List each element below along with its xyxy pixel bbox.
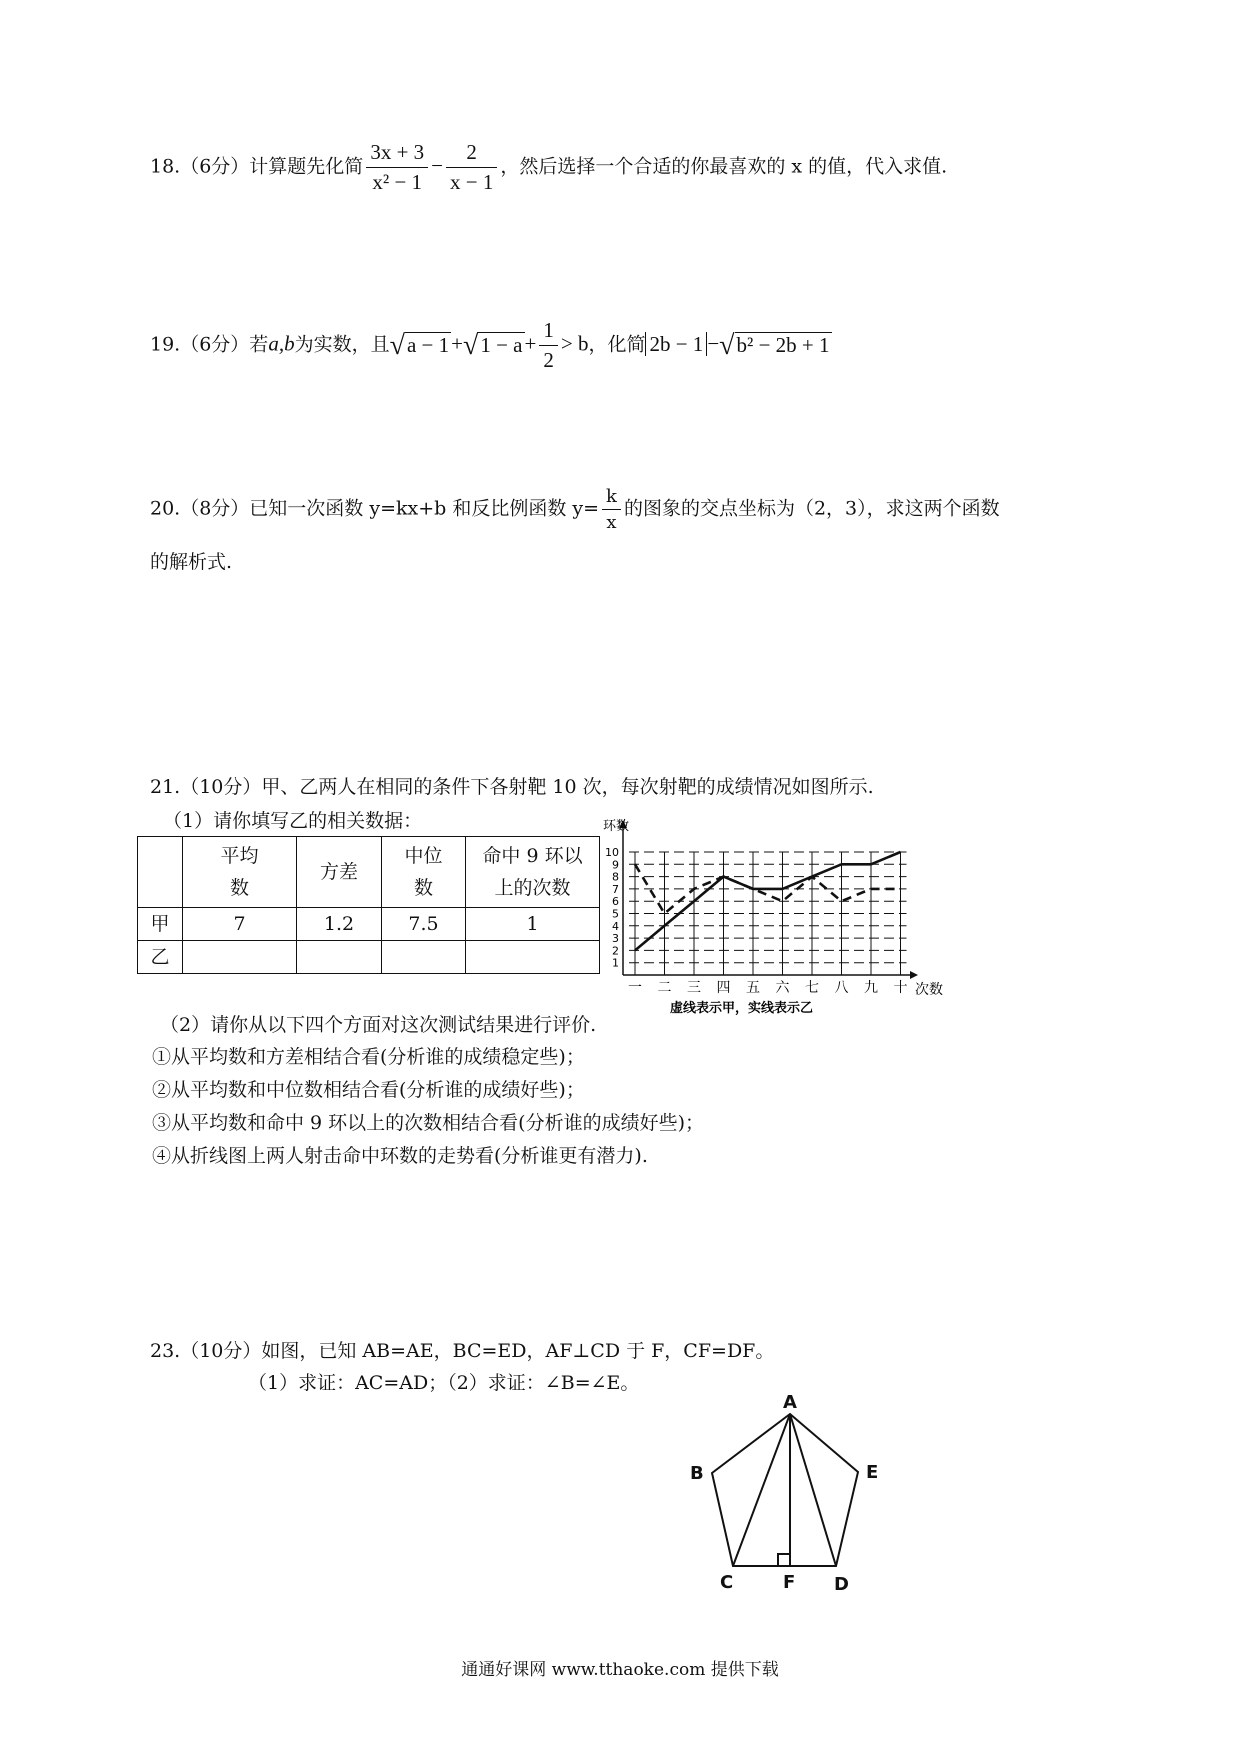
y-tick-label: 5 [612,907,619,921]
x-tick-label: 五 [746,980,760,996]
question-18 [150,140,947,195]
table-cell: 1.2 [297,908,382,941]
label-d: D [834,1574,849,1595]
q19-minus: − [707,331,720,356]
q19-abs: 2b − 1 [645,332,707,356]
label-a: A [783,1392,797,1413]
q18-frac2-denominator: x − 1 [450,170,494,194]
x-tick-label: 十 [893,980,908,996]
chart-caption: 虚线表示甲，实线表示乙 [670,1001,814,1016]
q18-frac2-numerator: 2 [446,140,497,168]
question-20 [150,486,1000,533]
q18-fraction-2 [446,140,497,195]
q23-line1: 23.（10分）如图，已知 AB=AE，BC=ED，AF⊥CD 于 F，CF=DF。 [150,1340,775,1362]
x-tick-label: 七 [805,980,819,996]
q19-simplify: ，化简 [588,333,646,356]
y-tick-label: 7 [612,882,619,896]
q21-item-3: ③从平均数和命中 9 环以上的次数相结合看(分析谁的成绩好些)； [152,1112,704,1134]
q18-prefix: 18.（6分）计算题先化简 [150,155,364,178]
q18-frac1-denominator: x² − 1 [372,170,423,194]
x-tick-label: 四 [716,980,731,996]
label-f: F [783,1572,796,1593]
q20-k-over-x: $\frac{k}{x}$ [602,486,621,533]
q18-minus: − [431,153,443,178]
x-axis-arrow-icon [910,971,918,979]
y-tick-label: 4 [612,919,619,933]
q19-sqrt-3: √b² − 2b + 1 [719,329,830,361]
table-header-row [138,837,600,908]
table-input-cell[interactable] [297,941,382,974]
chart-grid [629,852,907,975]
q18-fraction-1 [366,140,428,195]
table-input-cell[interactable] [466,941,600,974]
right-angle-mark [778,1554,790,1566]
q19-gt: > b [560,331,589,356]
q19-half: $\frac{1}{2}$ [539,318,558,373]
table-cell: 7 [183,908,297,941]
x-tick-label: 一 [628,980,642,996]
table-cell: 乙 [138,941,183,974]
y-tick-label: 2 [612,944,619,958]
x-tick-label: 九 [864,980,878,996]
label-b: B [690,1463,704,1484]
q21-part2: （2）请你从以下四个方面对这次测试结果进行评价. [160,1014,597,1036]
shooting-score-chart [585,812,955,1017]
x-tick-label: 八 [834,980,849,996]
table-header-mean: 平均 数 [183,837,297,908]
segment-ad [790,1414,836,1566]
x-tick-label: 六 [775,980,790,996]
table-header-variance: 方差 [297,837,382,908]
q19-plus-1: + [451,331,463,356]
pentagon-diagram [680,1388,910,1598]
chart-x-ticks [628,980,908,996]
page-footer: 通通好课网 www.tthaoke.com 提供下载 [461,1660,779,1680]
table-row [138,908,600,941]
table-header-median: 中位 数 [382,837,466,908]
y-tick-label: 9 [612,858,619,872]
q20-line1-suffix: 的图象的交点坐标为（2，3），求这两个函数 [623,497,1000,520]
x-tick-label: 二 [657,980,672,996]
x-tick-label: 三 [687,980,701,996]
y-tick-label: 10 [605,846,619,859]
q21-data-table [137,836,600,974]
table-header-empty [138,837,183,908]
q23-line2: （1）求证：AC=AD；（2）求证：∠B=∠E。 [248,1372,640,1394]
q19-vars: a,b [268,331,295,356]
q20-line1-prefix: 20.（8分）已知一次函数 y=kx+b 和反比例函数 y= [150,497,600,520]
chart-x-axis-label: 次数 [915,982,943,998]
q20-line2: 的解析式. [150,551,233,573]
y-tick-label: 6 [612,895,619,909]
y-tick-label: 8 [612,870,619,884]
table-row [138,941,600,974]
table-cell: 1 [466,908,600,941]
q19-prefix: 19.（6分）若 [150,333,269,356]
q21-item-4: ④从折线图上两人射击命中环数的走势看(分析谁更有潜力). [152,1145,648,1167]
y-tick-label: 1 [612,956,619,970]
table-header-hits: 命中 9 环以 上的次数 [466,837,600,908]
q21-item-2: ②从平均数和中位数相结合看(分析谁的成绩好些)； [152,1079,585,1101]
q21-title: 21.（10分）甲、乙两人在相同的条件下各射靶 10 次，每次射靶的成绩情况如图所示. [150,776,874,798]
pentagon-outline [712,1414,858,1566]
q18-frac1-numerator: 3x + 3 [366,140,428,168]
label-e: E [866,1462,879,1483]
q19-sqrt-1: √a − 1 [389,329,450,361]
table-input-cell[interactable] [382,941,466,974]
table-cell: 7.5 [382,908,466,941]
table-cell: 甲 [138,908,183,941]
label-c: C [720,1572,734,1593]
q19-plus-2: + [524,331,537,356]
chart-y-axis-label: 环数 [603,819,630,834]
chart-y-ticks [605,846,619,970]
q18-suffix: ，然后选择一个合适的你最喜欢的 x 的值，代入求值. [500,155,948,178]
question-19 [150,318,832,373]
q19-mid: 为实数，且 [294,333,390,356]
q21-part1: （1）请你填写乙的相关数据： [163,810,423,832]
table-input-cell[interactable] [183,941,297,974]
q21-item-1: ①从平均数和方差相结合看(分析谁的成绩稳定些)； [152,1046,585,1068]
chart-axes [619,820,918,979]
q19-sqrt-2: √1 − a [462,329,523,361]
y-tick-label: 3 [612,932,619,946]
